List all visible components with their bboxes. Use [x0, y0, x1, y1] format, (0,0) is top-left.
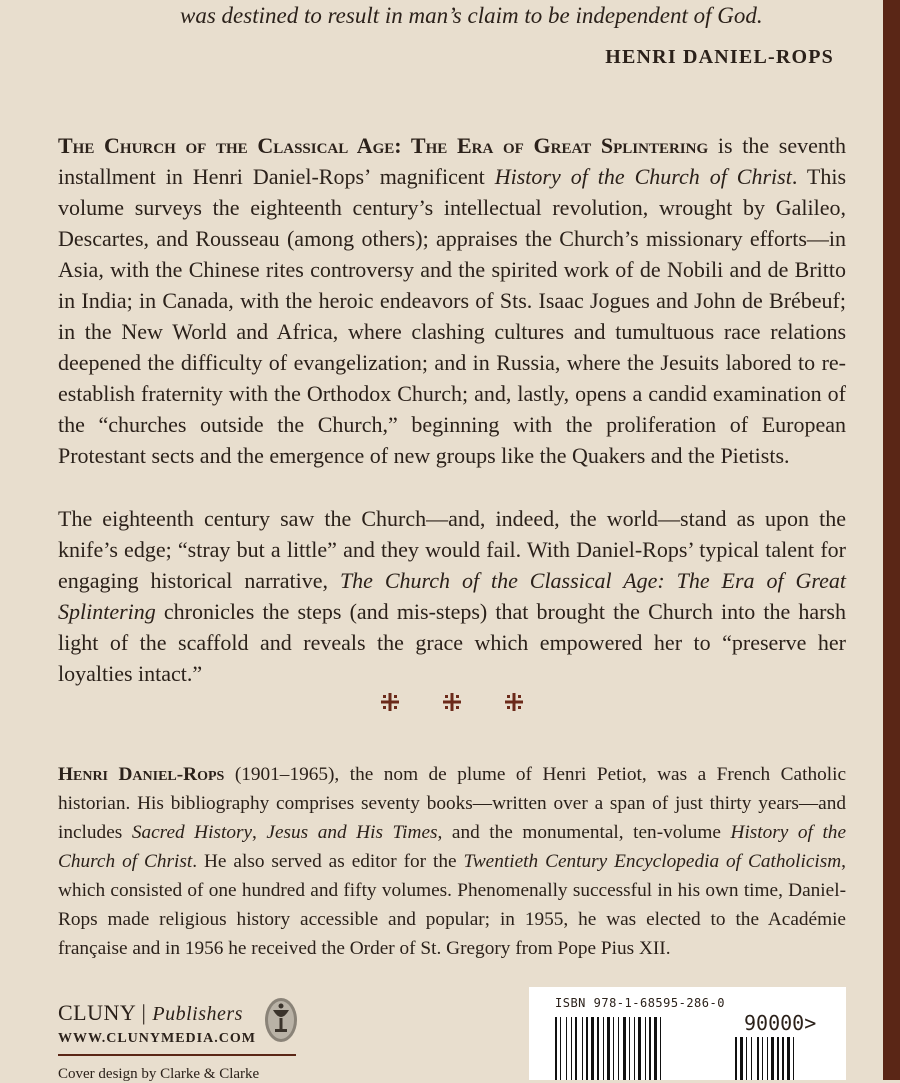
- barcode-bar: [735, 1037, 737, 1080]
- publisher-separator: |: [135, 1000, 153, 1025]
- price-code: 90000>: [744, 1011, 817, 1035]
- summary-paragraph: [58, 503, 846, 689]
- barcode: [529, 987, 846, 1080]
- barcode-bar: [762, 1037, 763, 1080]
- epigraph-author: HENRI DANIEL-ROPS: [605, 46, 834, 68]
- ornament-divider: [378, 692, 538, 722]
- barcode-bar: [571, 1017, 572, 1080]
- summary-text-a: The eighteenth century saw the Church—and, indeed, the world—stand as upon the knife’s edge; “stray but a little” and they would fail. With Daniel-Rops’ typical talent for engaging historical narrative,: [58, 506, 846, 593]
- epigraph-quote: was destined to result in man’s claim to be independent of God.: [180, 3, 763, 28]
- jerusalem-cross-icon: [442, 692, 462, 712]
- bio-book-2: Jesus and His Times: [266, 822, 438, 843]
- barcode-bar: [613, 1017, 614, 1080]
- publisher-name-line: [58, 1000, 243, 1026]
- author-name-caps: Henri Daniel-Rops: [58, 764, 225, 785]
- series-title: History of the Church of Christ: [494, 164, 792, 189]
- barcode-bar: [751, 1037, 752, 1080]
- barcode-bar: [638, 1017, 641, 1080]
- publisher-block: [58, 1000, 260, 1082]
- barcode-bar: [597, 1017, 599, 1080]
- bio-book-3: History of the Church of Christ: [58, 822, 847, 872]
- barcode-bar: [740, 1037, 743, 1080]
- bio-text-b: , and the monumental, ten-volume: [437, 822, 731, 843]
- barcode-bar: [793, 1037, 794, 1080]
- bio-book-4: Twentieth Century Encyclopedia of Catholicism: [463, 851, 842, 872]
- barcode-bar: [782, 1037, 784, 1080]
- bio-text-c: . He also served as editor for the: [192, 851, 464, 872]
- barcode-bar: [634, 1017, 635, 1080]
- publisher-name: CLUNY: [58, 1000, 136, 1025]
- barcode-bar: [645, 1017, 646, 1080]
- barcode-bar: [566, 1017, 567, 1080]
- barcode-bar: [746, 1037, 747, 1080]
- barcode-bar: [603, 1017, 604, 1080]
- barcode-bar: [660, 1017, 661, 1080]
- barcode-bar: [607, 1017, 610, 1080]
- summary-book-title: The Church of the Classical Age: The Era of Great Splintering: [58, 568, 847, 624]
- barcode-bar: [591, 1017, 594, 1080]
- bio-sep-1: ,: [252, 822, 267, 843]
- bio-text-d: , which consisted of one hundred and fifty volumes. Phenomenally successful in his own time, Daniel-Rops made religious history accessible and popular; in 1955, he was elected to the Académie française and in 1956 he received the Order of St. Gregory from Pope Pius XII.: [58, 851, 846, 959]
- isbn-text: ISBN 978-1-68595-286-0: [555, 996, 725, 1010]
- book-title-caps: The Church of the Classical Age: The Era of Great Splintering: [58, 133, 709, 158]
- barcode-bar: [586, 1017, 588, 1080]
- barcode-bar: [629, 1017, 630, 1080]
- jerusalem-cross-icon: [380, 692, 400, 712]
- bio-book-1: Sacred History: [131, 822, 253, 843]
- jerusalem-cross-icon: [504, 692, 524, 712]
- cover-design-credit: Cover design by Clarke & Clarke: [58, 1066, 260, 1082]
- barcode-bar: [787, 1037, 790, 1080]
- author-bio-paragraph: [58, 760, 846, 963]
- barcode-bar: [757, 1037, 759, 1080]
- bio-text-a: (1901–1965), the nom de plume of Henri Petiot, was a French Catholic historian. His bibliography comprises seventy books—written over a span of just thirty years—and includes: [58, 764, 847, 843]
- publisher-rule: [58, 1054, 296, 1056]
- publisher-url[interactable]: WWW.CLUNYMEDIA.COM: [58, 1031, 256, 1046]
- chalice-seal-icon: [264, 996, 298, 1044]
- barcode-bar: [582, 1017, 583, 1080]
- summary-text-b: chronicles the steps (and mis-steps) that brought the Church into the harsh light of the scaffold and reveals the grace which empowered her to “preserve her loyalties intact.”: [58, 599, 846, 686]
- barcode-bar: [623, 1017, 626, 1080]
- barcode-bar: [575, 1017, 577, 1080]
- description-text-a: is the seventh installment in Henri Daniel-Rops’ magnificent: [58, 133, 846, 189]
- barcode-bar: [654, 1017, 657, 1080]
- barcode-bar: [555, 1017, 557, 1080]
- description-text-b: . This volume surveys the eighteenth century’s intellectual revolution, wrought by Galileo, Descartes, and Rousseau (among others); appraises the Church’s missionary efforts—in Asia, with the Chinese rites controversy and the spirited work of de Nobili and de Britto in India; in Canada, with the heroic endeavors of Sts. Isaac Jogues and John de Brébeuf; in the New World and Africa, where clashing cultures and tumultuous race relations deepened the difficulty of evangelization; and in Russia, where the Jesuits labored to re-establish fraternity with the Orthodox Church; and, lastly, opens a candid examination of the “churches outside the Church,” beginning with the proliferation of European Protestant sects and the emergence of new groups like the Quakers and the Pietists.: [58, 164, 847, 468]
- barcode-bar: [771, 1037, 774, 1080]
- barcode-bar: [777, 1037, 779, 1080]
- publisher-label: Publishers: [152, 1003, 243, 1025]
- barcode-bar: [649, 1017, 651, 1080]
- barcode-bar: [618, 1017, 619, 1080]
- barcode-bar: [767, 1037, 768, 1080]
- description-paragraph: [58, 130, 846, 471]
- barcode-bar: [560, 1017, 561, 1080]
- spine-edge: [883, 0, 900, 1080]
